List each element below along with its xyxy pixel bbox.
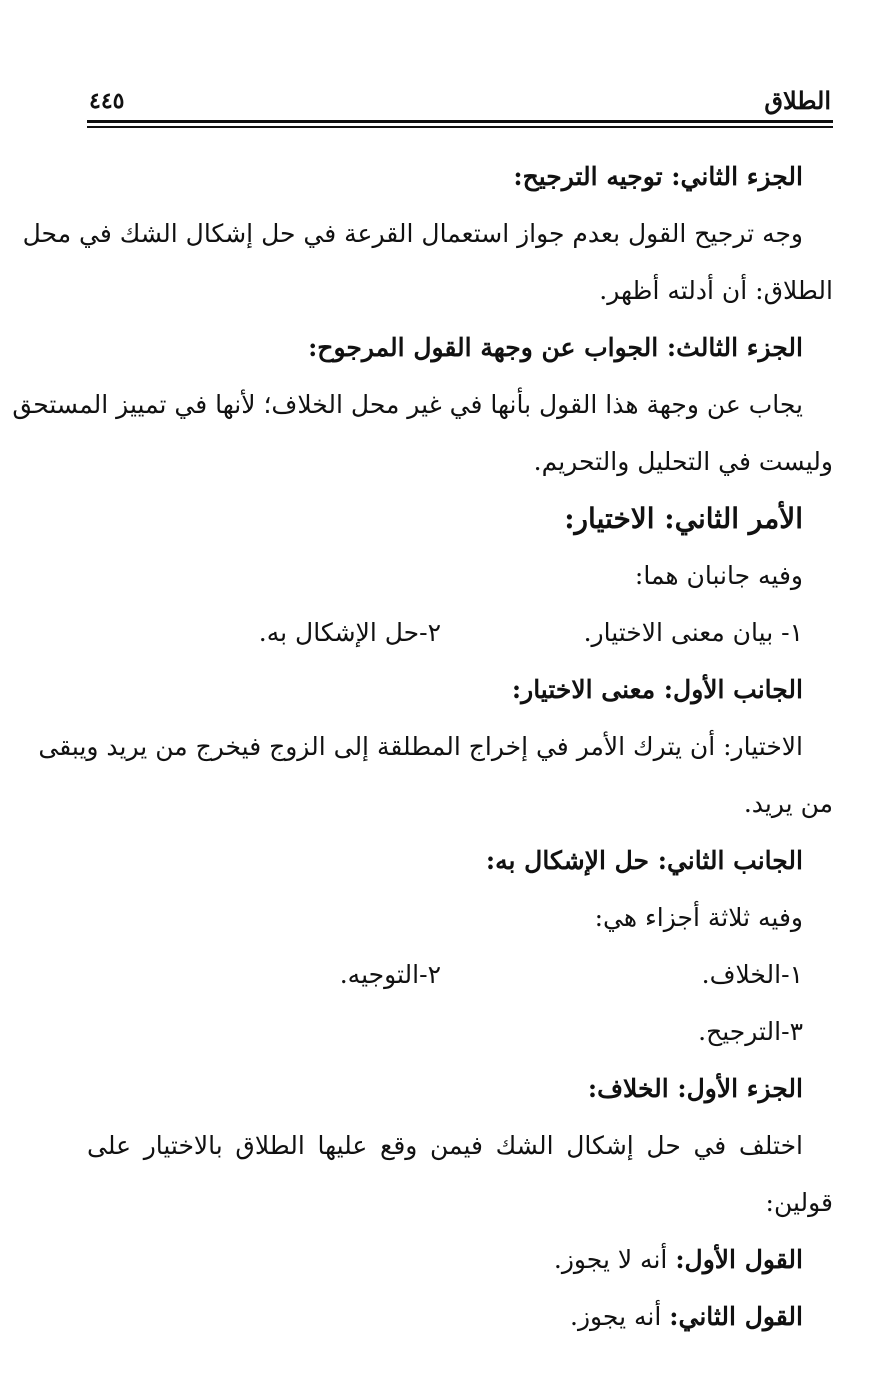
heading-part-three: الجزء الثالث: الجواب عن وجهة القول المرجوح: [308,333,803,362]
paragraph-line: وجه ترجيح القول بعدم جواز استعمال القرعة في حل إشكال الشك في محل [22,219,803,248]
paragraph-line: وليست في التحليل والتحريم. [533,447,833,476]
opinion-text: أنه لا يجوز. [553,1245,668,1274]
list-item: ٢-حل الإشكال به. [258,618,441,647]
list-item: ٢-التوجيه. [339,960,441,989]
paragraph-line: قولين: [765,1188,833,1217]
heading-part-two: الجزء الثاني: توجيه الترجيح: [513,162,803,191]
page-body [12,148,833,1345]
page-number: ٤٤٥ [89,88,125,114]
paragraph-line: الاختيار: أن يترك الأمر في إخراج المطلقة إلى الزوج فيخرج من يريد ويبقى [38,732,803,761]
two-column-list [87,604,833,661]
list-item: ١-الخلاف. [701,960,803,989]
two-column-list [87,946,833,1003]
heading-first-aspect: الجانب الأول: معنى الاختيار: [511,675,803,704]
first-opinion [87,1231,833,1288]
second-opinion [87,1288,833,1345]
opinion-text: أنه يجوز. [570,1302,662,1331]
paragraph-line: وفيه جانبان هما: [634,561,803,590]
opinion-label: القول الأول: [675,1245,803,1274]
list-item: ٣-الترجيح. [698,1017,803,1046]
heading-first-part: الجزء الأول: الخلاف: [587,1074,803,1103]
paragraph-line: يجاب عن وجهة هذا القول بأنها في غير محل الخلاف؛ لأنها في تمييز المستحق [12,390,803,419]
heading-second-aspect: الجانب الثاني: حل الإشكال به: [485,846,803,875]
running-header [87,82,833,118]
paragraph-line: الطلاق: أن أدلته أظهر. [599,276,833,305]
paragraph-line: اختلف في حل إشكال الشك فيمن وقع عليها الطلاق بالاختيار على [87,1131,803,1160]
header-rule-thin [87,126,833,128]
opinion-label: القول الثاني: [669,1302,803,1331]
header-title: الطلاق [764,86,831,115]
paragraph-line: وفيه ثلاثة أجزاء هي: [594,903,803,932]
header-rule-thick [87,120,833,123]
list-item: ١- بيان معنى الاختيار. [583,618,803,647]
paragraph-line: من يريد. [743,789,833,818]
heading-second-matter: الأمر الثاني: الاختيار: [564,502,803,535]
